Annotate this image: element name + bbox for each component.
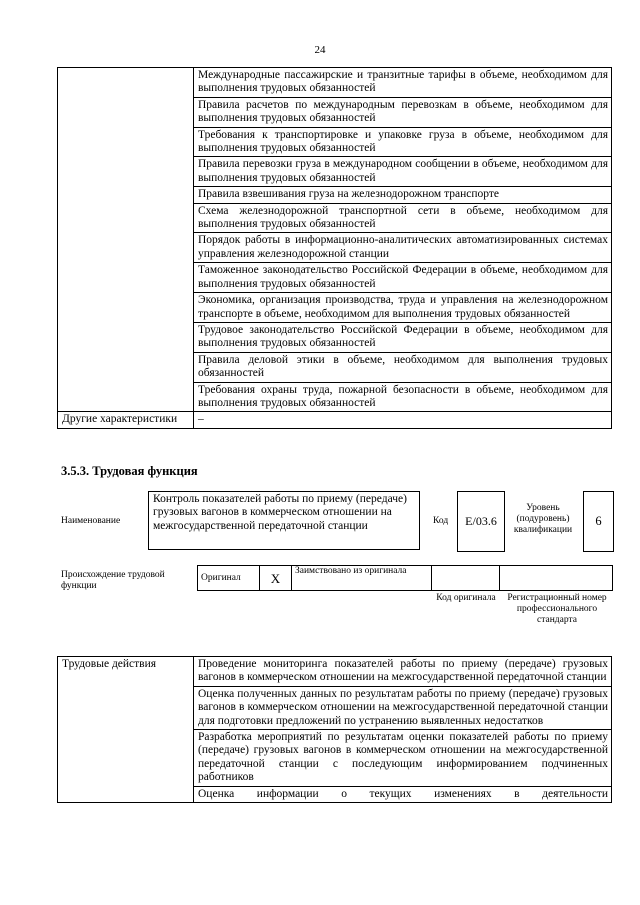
knowledge-item: Международные пассажирские и транзитные тарифы в объеме, необходимом для выполнения трудовых обязанностей [194,68,612,98]
table-row [58,68,612,98]
labor-actions-label: Трудовые действия [58,657,194,803]
knowledge-item: Экономика, организация производства, труда и управления на железнодорожном транспорте в объеме, необходимом для выполнения трудовых обязанностей [194,293,612,323]
origin-table [197,565,613,591]
knowledge-item: Правила перевозки груза в международном сообщении в объеме, необходимом для выполнения трудовых обязанностей [194,157,612,187]
qualification-level-label: Уровень (подуровень) квалификации [513,503,573,535]
knowledge-item: Порядок работы в информационно-аналитических автоматизированных системах управления железнодорожной станции [194,233,612,263]
origin-code-cell [432,566,500,591]
labor-action-item: Разработка мероприятий по результатам оценки показателей работы по приему (передаче) грузовых вагонов в коммерческом отношении на межгосударственной передаточной станции с последующим информированием подчиненных работников [194,730,612,787]
function-code-box: E/03.6 [457,491,505,552]
knowledge-label-cell [58,68,194,412]
borrowed-label: Заимствовано из оригинала [292,566,432,591]
table-row [58,412,612,428]
knowledge-item: Требования охраны труда, пожарной безопасности в объеме, необходимом для выполнения трудовых обязанностей [194,382,612,412]
labor-action-item: Проведение мониторинга показателей работы по приему (передаче) грузовых вагонов в коммерческом отношении на межгосударственной передаточной станции [194,657,612,687]
labor-actions-table [57,656,612,803]
knowledge-table [57,67,612,429]
page-number: 24 [314,44,326,56]
function-name-box: Контроль показателей работы по приему (передаче) грузовых вагонов в коммерческом отношении на межгосударственной передаточной станции [148,491,420,550]
labor-action-item: Оценка полученных данных по результатам работы по приему (передаче) грузовых вагонов в коммерческом отношении на межгосударственной передаточной станции для подготовки предложений по устранению выявленных недостатков [194,686,612,729]
reg-number-caption: Регистрационный номер профессионального стандарта [507,593,607,625]
labor-action-item: Оценка информации о текущих изменениях в деятельности [194,786,612,802]
origin-label: Происхождение трудовой функции [61,570,165,591]
origin-reg-number-cell [500,566,613,591]
section-heading: 3.5.3. Трудовая функция [61,464,198,478]
knowledge-item: Правила деловой этики в объеме, необходимом для выполнения трудовых обязанностей [194,352,612,382]
knowledge-item: Трудовое законодательство Российской Федерации в объеме, необходимом для выполнения трудовых обязанностей [194,322,612,352]
knowledge-item: Требования к транспортировке и упаковке груза в объеме, необходимом для выполнения трудовых обязанностей [194,127,612,157]
table-row [58,657,612,687]
knowledge-item: Таможенное законодательство Российской Федерации в объеме, необходимом для выполнения трудовых обязанностей [194,263,612,293]
code-original-caption: Код оригинала [436,593,496,603]
knowledge-item: Правила расчетов по международным перевозкам в объеме, необходимом для выполнения трудовых обязанностей [194,97,612,127]
knowledge-item: Схема железнодорожной транспортной сети в объеме, необходимом для выполнения трудовых обязанностей [194,203,612,233]
other-characteristics-label: Другие характеристики [58,412,194,428]
other-characteristics-value: – [194,412,612,428]
code-label: Код [433,516,449,526]
original-label: Оригинал [198,566,260,591]
original-mark: X [260,566,292,591]
qualification-level-box: 6 [583,491,614,552]
name-label: Наименование [61,516,121,526]
table-row [198,566,613,591]
knowledge-item: Правила взвешивания груза на железнодорожном транспорте [194,187,612,203]
